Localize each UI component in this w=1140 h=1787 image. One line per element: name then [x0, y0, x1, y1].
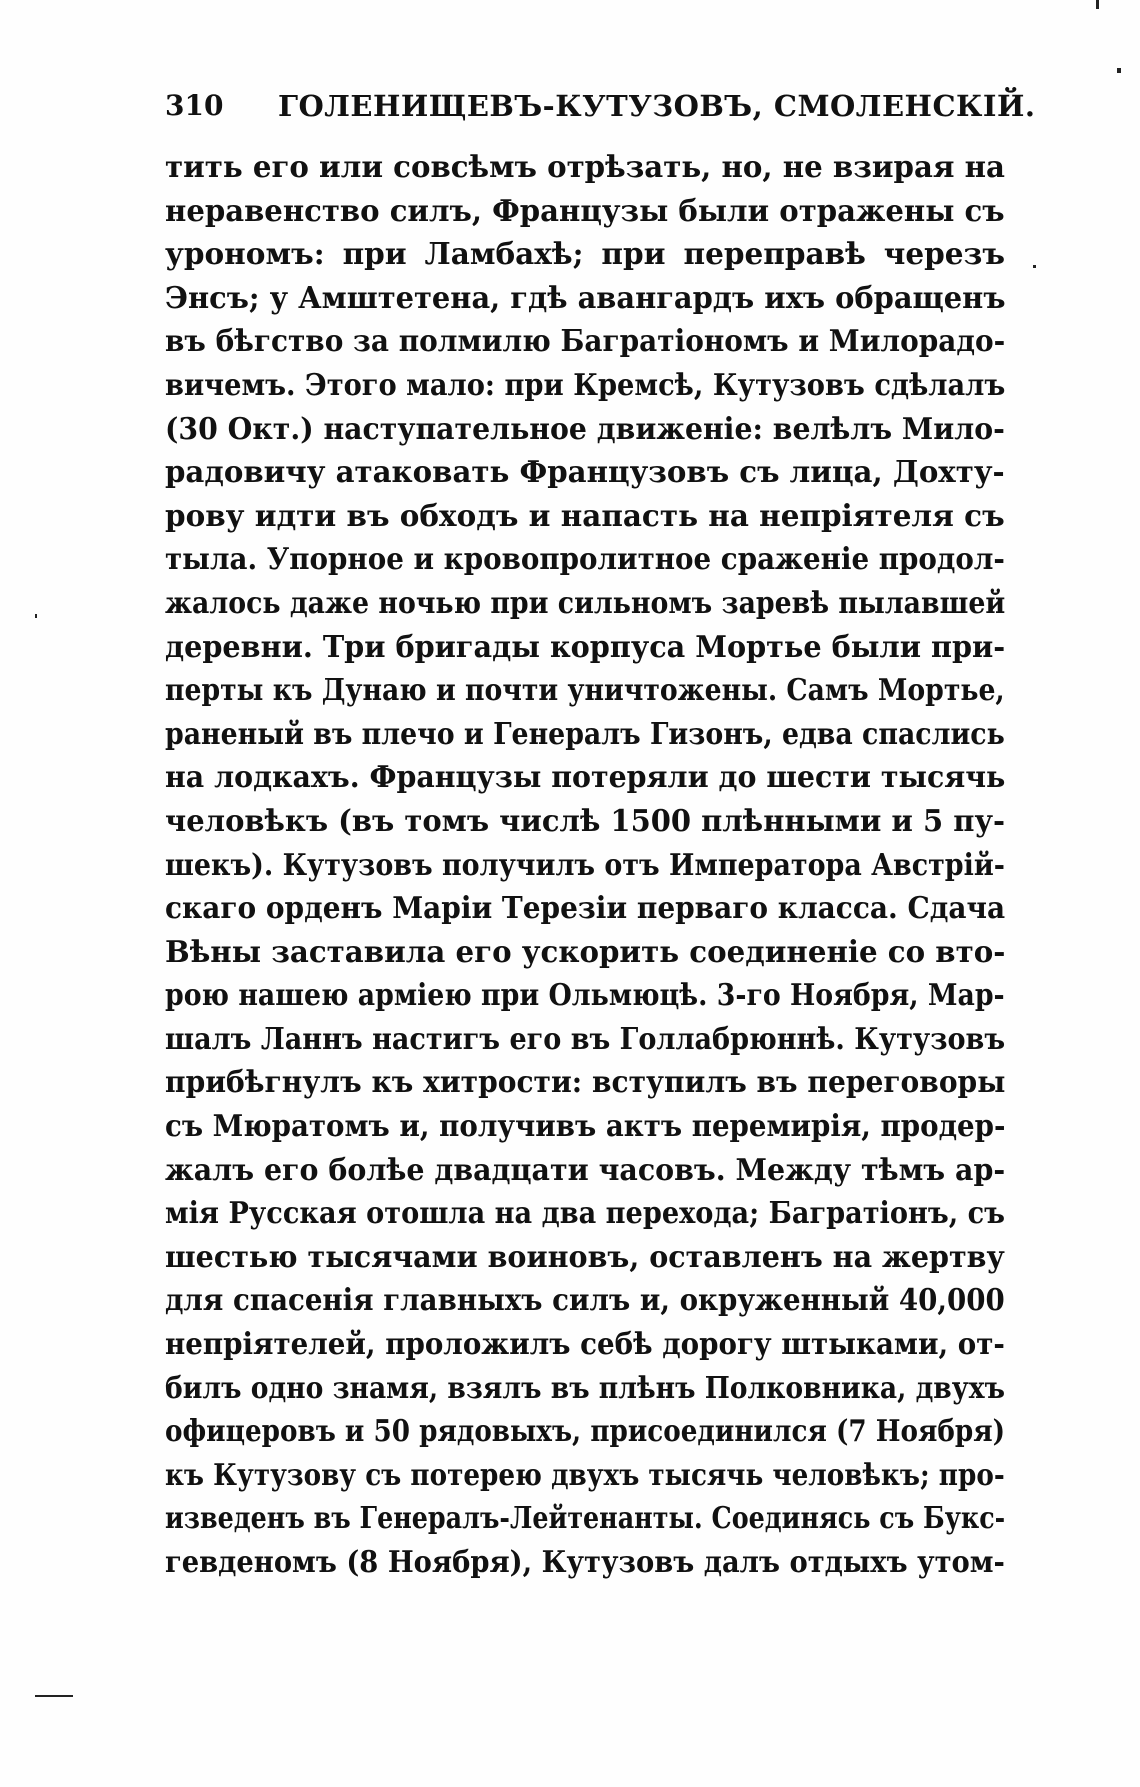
text-line: тыла. Упорное и кровопролитное сраженіе продол-	[165, 541, 1005, 577]
text-line: урономъ: при Ламбахѣ; при переправѣ черезъ	[165, 236, 1005, 272]
text-line: вичемъ. Этого мало: при Кремсѣ, Кутузовъ сдѣлалъ	[165, 366, 1006, 402]
text-line: шестью тысячами воиновъ, оставленъ на жертву	[165, 1238, 1005, 1274]
text-line: Вѣны заставила его ускорить соединеніе со вто-	[165, 933, 1006, 969]
text-line: радовичу атаковать Французовъ съ лица, Дохту-	[165, 454, 1005, 490]
text-line: раненый въ плечо и Генералъ Гизонъ, едва спаслись	[165, 715, 1005, 751]
text-line: прибѣгнулъ къ хитрости: вступилъ въ переговоры	[165, 1064, 1006, 1100]
text-line: на лодкахъ. Французы потеряли до шести тысячь	[165, 759, 1006, 795]
scan-speck	[35, 614, 37, 618]
text-line: непріятелей, проложилъ себѣ дорогу штыками, от-	[165, 1326, 1005, 1362]
margin-rule	[35, 1695, 73, 1697]
text-line: офицеровъ и 50 рядовыхъ, присоединился (7 Ноября)	[165, 1413, 1005, 1449]
text-line: деревни. Три бригады корпуса Мортье были при-	[165, 628, 1006, 664]
text-line: билъ одно знамя, взялъ въ плѣнъ Полковника, двухъ	[165, 1369, 1005, 1405]
text-line: неравенство силъ, Французы были отражены съ	[165, 192, 1005, 228]
text-line: съ Мюратомъ и, получивъ актъ перемирія, продер-	[165, 1108, 1006, 1144]
running-title: ГОЛЕНИЩЕВЪ-КУТУЗОВЪ, СМОЛЕНСКІЙ.	[278, 89, 1036, 123]
text-line: къ Кутузову съ потерею двухъ тысячь человѣкъ; про-	[165, 1456, 1005, 1492]
page-number: 310	[165, 89, 224, 122]
scan-speck	[1033, 265, 1036, 268]
text-line: жалъ его болѣе двадцати часовъ. Между тѣмъ ар-	[165, 1151, 1006, 1187]
text-line: скаго орденъ Маріи Терезіи перваго класса. Сдача	[165, 890, 1006, 926]
scan-speck	[1096, 0, 1099, 9]
text-line: въ бѣгство за полмилю Багратіономъ и Милорадо-	[165, 323, 1006, 359]
text-line: тить его или совсѣмъ отрѣзать, но, не взирая на	[165, 149, 1005, 184]
text-line: рою нашею арміею при Ольмюцѣ. 3-го Ноября, Мар-	[165, 977, 1005, 1013]
text-line: человѣкъ (въ томъ числѣ 1500 плѣнными и 5 пу-	[165, 802, 1006, 838]
text-line: шалъ Ланнъ настигъ его въ Голлабрюннѣ. Кутузовъ	[165, 1020, 1006, 1056]
text-line: шекъ). Кутузовъ получилъ отъ Императора Австрій-	[165, 846, 1005, 882]
text-line: мія Русская отошла на два перехода; Багратіонъ, съ	[165, 1195, 1006, 1231]
body-text	[165, 145, 1005, 1584]
scan-speck	[1117, 68, 1121, 73]
text-line: рову идти въ обходъ и напасть на непріятеля съ	[165, 497, 1005, 533]
text-line: жалось даже ночью при сильномъ заревѣ пылавшей	[165, 584, 1006, 620]
text-line: изведенъ въ Генералъ-Лейтенанты. Соединясь съ Букс-	[165, 1500, 1006, 1536]
text-line: (30 Окт.) наступательное движеніе: велѣлъ Мило-	[165, 410, 1005, 446]
page-header	[165, 86, 1036, 126]
text-line: Энсъ; у Амштетена, гдѣ авангардъ ихъ обращенъ	[165, 279, 1006, 315]
text-line: для спасенія главныхъ силъ и, окруженный 40,000	[165, 1282, 1005, 1318]
text-line: перты къ Дунаю и почти уничтожены. Самъ Мортье,	[165, 672, 1005, 708]
text-line: гевденомъ (8 Ноября), Кутузовъ далъ отдыхъ утом-	[165, 1544, 1005, 1579]
